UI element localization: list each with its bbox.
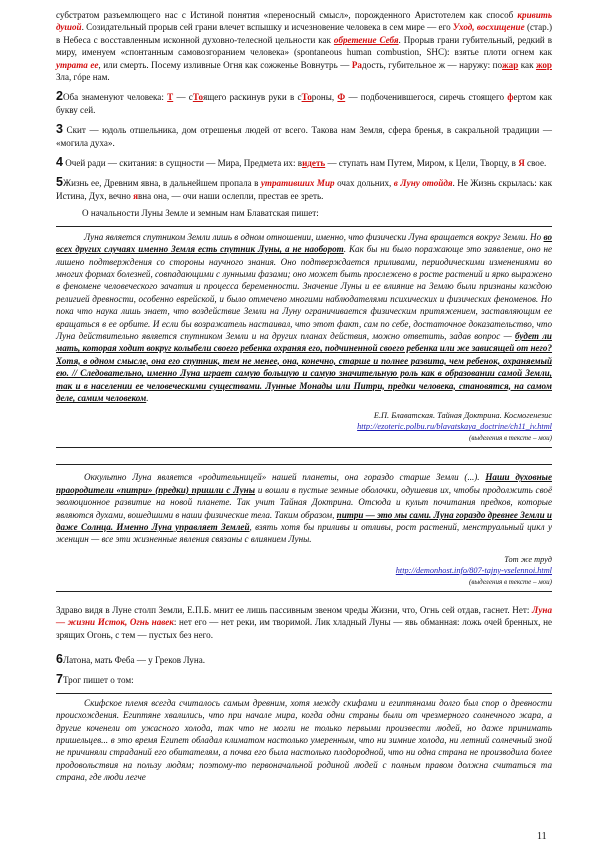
- paragraph-intro: [56, 9, 552, 83]
- quote-trogus: Скифское племя всегда считалось самым древним, хотя между скифами и египтянами долго был спор о древности происхождения. Египтяне хвалились, что при начале мира, когда одни страны были от чрезмерного солнечного жара, а другие коченели от ужасного холода, так что не могли не только первыми произвести людей, но даже принимать пришельцев... в это время Египет обладал климатом настолько умеренным, что ни зимние холода, ни летний солнечный зной не причиняли страданий его обитателям, а почва его была настолько плодородной, что ни одна страна не производила более продовольствия на пользу людям; поэтому-то первоначальной родиной людей с полным правом должна считаться та страна, где люди легче: [56, 697, 552, 783]
- highlight: То: [301, 92, 312, 103]
- highlight: Ф: [337, 92, 346, 103]
- text-run: Скит — юдоль отшельника, дом отрешенья людей от всего. Такова нам Земля, сфера бренья, в сакральной традиции — «могила духа».: [56, 125, 552, 148]
- footnote-2: [56, 90, 552, 116]
- quote-intro: О начальности Луны Земле и земным нам Блаватская пишет:: [82, 208, 319, 219]
- highlight: в Луну отойдя: [393, 178, 453, 189]
- highlight: жар: [502, 59, 519, 70]
- highlight: ф: [507, 92, 514, 103]
- text-run: Оккультно Луна является «родительницей» нашей планеты, она гораздо старше Земли (...).: [84, 472, 486, 483]
- divider: [56, 591, 552, 592]
- text-run: Очей ради — скитания: в сущности — Мира, Предмета их: в: [65, 158, 303, 169]
- text-run: .: [146, 392, 149, 403]
- text-run: ящего раскинув руки в с: [203, 92, 302, 103]
- source-link[interactable]: [56, 421, 552, 432]
- text-run: роны,: [311, 92, 338, 103]
- highlight: То: [192, 92, 204, 103]
- text-run: , или смерть. Посему изливные Огня как сожженье Вовнутрь —: [98, 59, 352, 70]
- text-run: очах дольних,: [334, 178, 394, 189]
- paragraph-after: [56, 604, 552, 641]
- footnote-number: 2: [56, 89, 63, 104]
- text-run: . Как бы ни было поражающе это заявление, оно не лишено подтверждения со стороны научного знания. Оно подтверждается приливами, периодическими изменениями во многих формах болезней, совпадающими с лунными фазами; оно может быть прослежено в росте растений и ярко выражено в феномене человеческого зачатия и процесса беременности. Значение Луны и ее влияние на Землю были признаны каждою религией древности, особенно еврейской, и было отмечено многими наблюдателями психических и физических феноменов. Но пока что наука лишь знает, что воздействие Земли на Луну ограничивается физическим притяжением, заставляющим ее вращаться в ее орбите. И если бы возражатель настаивал, что этот факт, сам по себе, достаточное доказательство, что Луна действительно является спутником Земли и на других планах действия, можно ответить, задав вопрос —: [56, 244, 552, 341]
- highlight: идеть: [302, 158, 326, 169]
- quote-source: Е.П. Блаватская. Тайная Доктрина. Космогенезис: [373, 411, 552, 421]
- emphasis: во всех других случаях именно Земля есть спутник Луны, а не наоборот: [56, 231, 552, 255]
- highlight: кривить душой: [56, 10, 552, 33]
- text-run: — ступать нам Путем, Миром, к Цели, Творцу, в: [325, 158, 519, 169]
- footnote-number: 4: [56, 155, 63, 170]
- highlight: Ра: [351, 59, 362, 70]
- text-run: Здраво видя в Луне столп Земли, Е.П.Б. мнит ее лишь пассивным звеном чреды Жизни, что, Огнь сей отдав, гаснет. Нет:: [56, 604, 532, 615]
- source-link[interactable]: [56, 565, 552, 576]
- footnote-number: 3: [56, 122, 63, 137]
- quote-occult: [56, 471, 552, 545]
- highlight: жор: [536, 59, 552, 70]
- quote-source: Тот же труд: [504, 554, 552, 564]
- emphasis: питри — это мы сами. Луна гораздо древнее Земли и даже Солнца. Именно Луна управляет Землей: [56, 509, 552, 532]
- quote-note: [56, 576, 552, 588]
- footnote-3: [56, 123, 552, 149]
- note-text: (выделения в тексте – мои): [468, 434, 552, 443]
- highlight: утративших Мир: [260, 178, 335, 189]
- highlight: утрата ее: [56, 59, 99, 70]
- divider: [56, 226, 552, 227]
- footnote-4: [56, 156, 552, 169]
- text-run: — подбоченившегося, сиречь стоящего: [345, 92, 508, 103]
- text-run: свое.: [524, 158, 547, 169]
- text-run: субстратом разъемлющего нас с Истиной понятия «переносный смысл», порожденного Аристотелем как способ: [56, 10, 518, 20]
- quote-note: [56, 432, 552, 444]
- text-run: — с: [173, 92, 193, 103]
- document-page: [56, 9, 552, 784]
- footnote-6: [56, 653, 552, 666]
- text-run: . Созидательный прорыв сей грани влечет вспышку и исчезновение человека в сем мире — его: [81, 22, 453, 33]
- highlight: обретение Себя: [333, 34, 399, 45]
- footnote-number: 6: [56, 652, 63, 667]
- divider: [56, 693, 552, 694]
- text-run: дость, губительное ж — наружу: по: [361, 59, 503, 70]
- divider: [56, 447, 552, 448]
- text-run: Жизнь ее, Древним явна, в дальнейшем пропала в: [62, 178, 261, 189]
- text-run: Оба знаменуют человека:: [62, 92, 168, 103]
- highlight: Луна — жизни Исток, Огнь навек: [56, 604, 552, 628]
- footnote-number: 7: [56, 672, 63, 687]
- link-text[interactable]: http://demonhost.info/807-tajny-vselennoi.html: [395, 565, 552, 575]
- text-run: . Не Жизнь скрылась: как Истина, Дух, вечно: [56, 178, 552, 201]
- note-text: (выделения в тексте – мои): [468, 577, 552, 586]
- emphasis: будет ли мать, которая ходит вокруг колыбели своего ребенка охраняя его, подчиненной своего ребенка или же зависящей от него? Хотя, в одном смысле, она его спутник, тем не менее, она, конечно, старше и полнее развита, чем ребенок, охраняемый ею. // Следовательно, именно Луна играет самую большую и самую значительную роль как в образовании самой Земли, так и в населении ее человеческими существами. Лунные Монады или Питри, предки человека, становятся, на самом деле, самим человеком: [56, 330, 553, 403]
- quote-blavatsky: [56, 231, 552, 405]
- link-text[interactable]: http://ezoteric.polbu.ru/blavatskaya_doctrine/ch11_iv.html: [357, 422, 552, 432]
- highlight: я: [133, 190, 138, 201]
- footnote-5: [56, 176, 552, 202]
- divider: [56, 464, 552, 465]
- footnote-number: 5: [56, 175, 63, 190]
- text-run: и вошли в пустые земные оболочки, одушевив их, чтобы продолжить своё эволюционное развитие на новой планете. Так учит Тайная Доктрина. Отсюда и культ почитания предков, которые являются духами, вошедшими в наши физические тела. Таким образом,: [56, 484, 552, 520]
- emphasis: Наши духовные праородители «питри» (предки) пришли с Луны: [56, 472, 552, 495]
- text-run: Трог пишет о том:: [62, 675, 134, 686]
- page-number: 11: [537, 831, 547, 842]
- highlight: Т: [167, 92, 174, 103]
- highlight: Уход, восхищение: [452, 22, 525, 33]
- footnote-7: [56, 673, 552, 686]
- text-run: как: [518, 59, 537, 70]
- text-run: , взять хотя бы приливы и отливы, рост растений, менструальный цикл у женщин — все эти жизненные явления связаны с влиянием Луны.: [56, 522, 552, 545]
- text-run: . Прорыв грани губительный, редкий в миру, именуем «спонтанным самовозгоранием человека» (spontaneous human combustion, SHC): взятье плоти огнем как: [56, 34, 553, 58]
- highlight: Я: [518, 158, 525, 169]
- text-run: Латона, мать Феба — у Греков Луна.: [62, 655, 206, 666]
- text-run: : нет его — нет реки, им творимой. Лик хладный Луны — явь обманная: ложь очей бренных, не зрящих Огонь, с тем — пустых без него.: [56, 617, 552, 640]
- text-run: ертом как букву сей.: [56, 92, 552, 115]
- text-run: вна она, — очи наши ослепли, престав ее зреть.: [137, 190, 324, 201]
- text-run: (стар.) в Небеса с восставленным исконной духовно-телесной цельности как: [56, 22, 552, 45]
- text-run: Зла, гóре нам.: [56, 72, 110, 83]
- text-run: Луна является спутником Земли лишь в одном отношении, именно, что физически Луна вращается вокруг Земли. Но: [84, 231, 544, 242]
